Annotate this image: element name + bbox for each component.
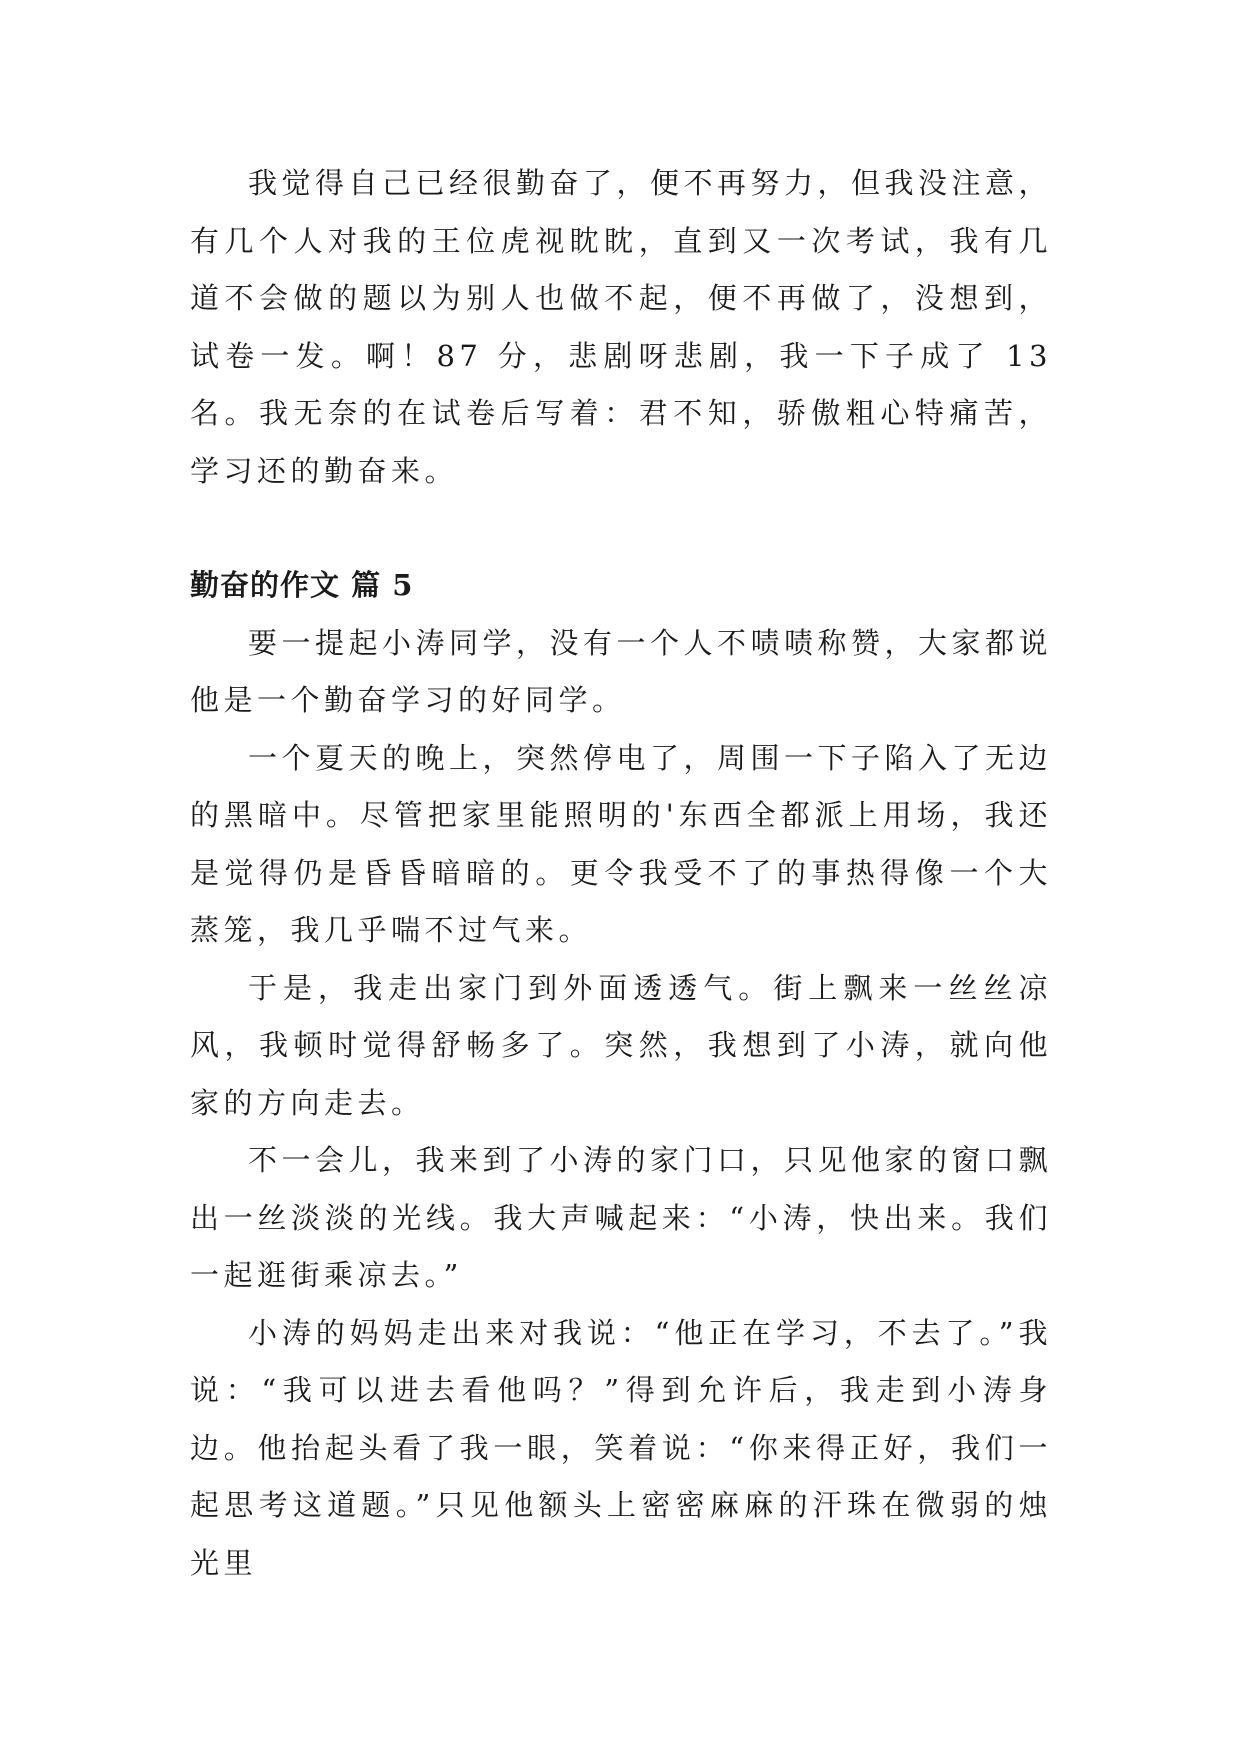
paragraph: 一个夏天的晚上，突然停电了，周围一下子陷入了无边的黑暗中。尽管把家里能照明的'东西全都派上用场，我还是觉得仍是昏昏暗暗的。更令我受不了的事热得像一个大蒸笼，我几乎喘不过气来。 [190, 740, 1053, 947]
section-title: 勤奋的作文 篇 5 [190, 568, 414, 602]
paragraph: 小涛的妈妈走出来对我说：“他正在学习，不去了。”我说：“我可以进去看他吗？”得到允许后，我走到小涛身边。他抬起头看了我一眼，笑着说：“你来得正好，我们一起思考这道题。”只见他额头上密密麻麻的汗珠在微弱的烛光里 [190, 1315, 1052, 1580]
paragraph: 要一提起小涛同学，没有一个人不啧啧称赞，大家都说他是一个勤奋学习的好同学。 [190, 625, 1053, 717]
paragraph: 不一会儿，我来到了小涛的家门口，只见他家的窗口飘出一丝淡淡的光线。我大声喊起来：“小涛，快出来。我们一起逛街乘凉去。” [190, 1143, 1053, 1292]
paragraph: 于是，我走出家门到外面透透气。街上飘来一丝丝凉风，我顿时觉得舒畅多了。突然，我想到了小涛，就向他家的方向走去。 [190, 970, 1052, 1120]
paragraph: 我觉得自己已经很勤奋了，便不再努力，但我没注意，有几个人对我的王位虎视眈眈，直到又一次考试，我有几道不会做的题以为别人也做不起，便不再做了，没想到，试卷一发。啊！87 分，悲剧呀悲剧，我一下子成了 13 名。我无奈的在试卷后写着：君不知，骄傲粗心特痛苦，学习还的勤奋来。 [190, 166, 1066, 488]
document-page [190, 155, 1066, 1592]
